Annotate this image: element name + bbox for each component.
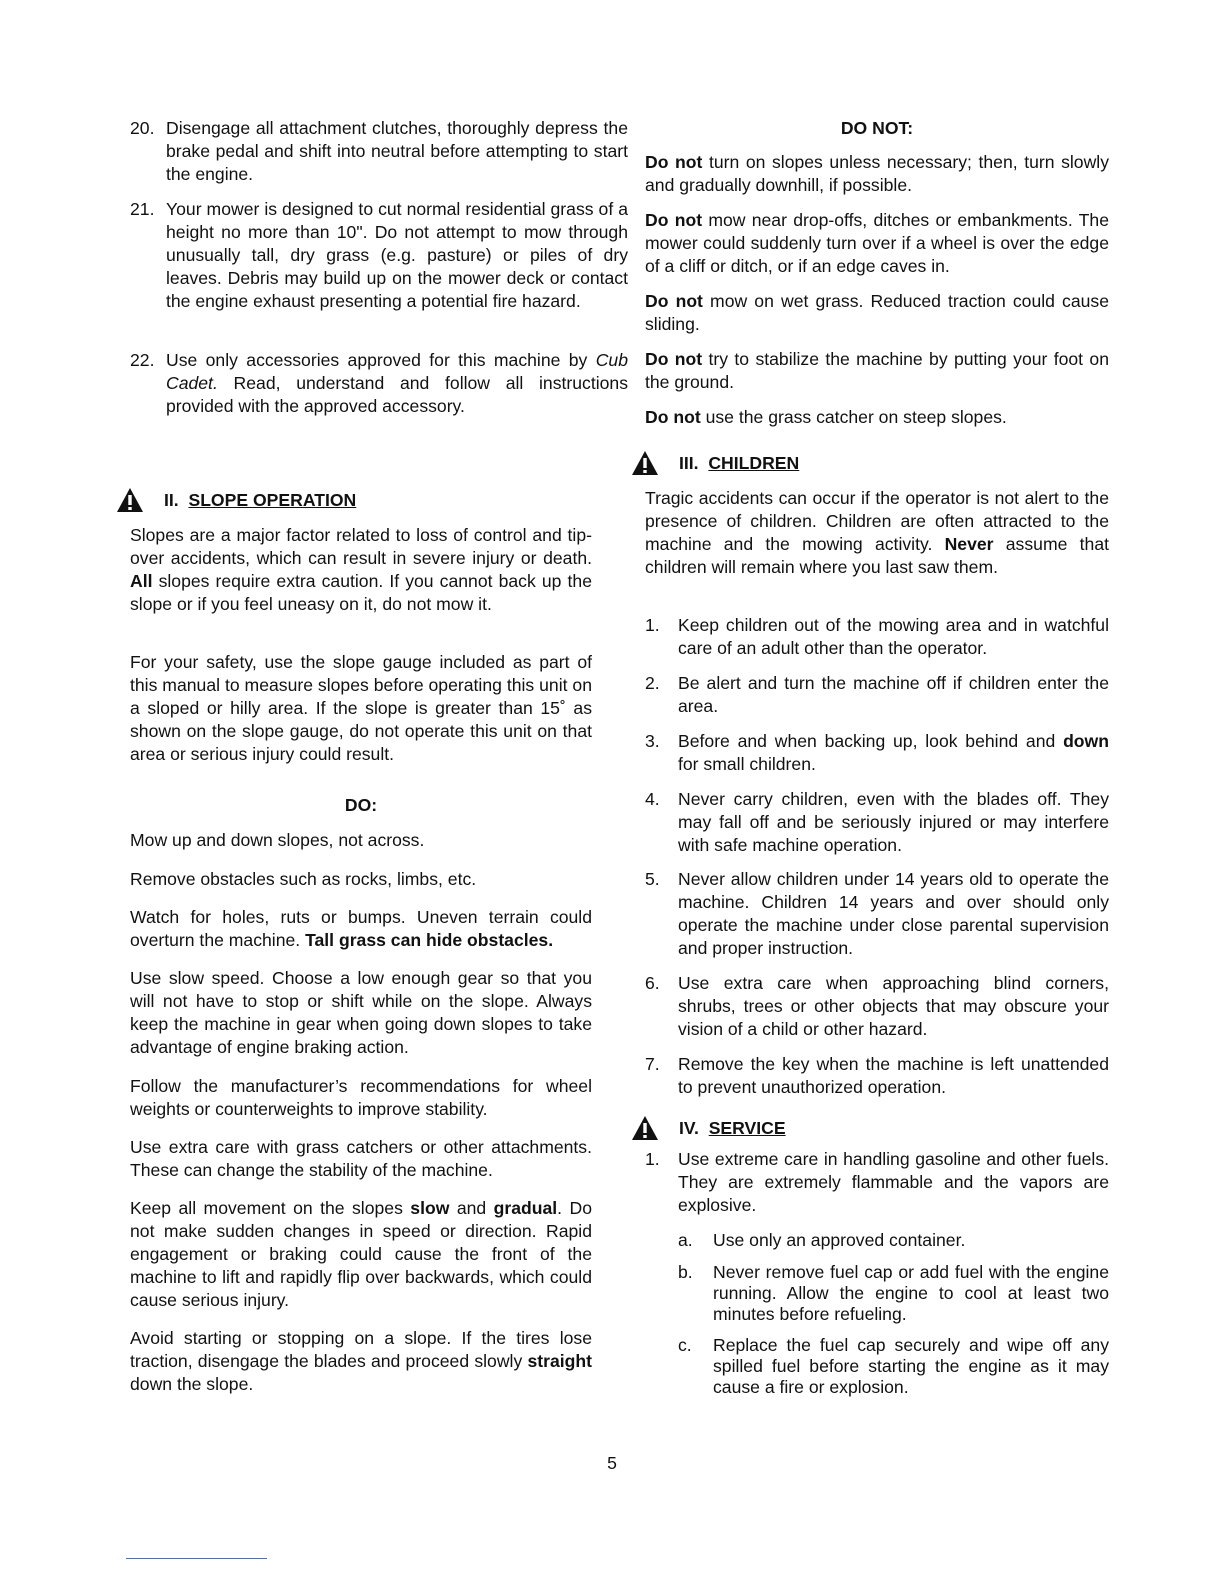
- item-number: 1.: [645, 615, 660, 635]
- section-title: [164, 489, 356, 512]
- text: mow near drop-offs, ditches or embankments. The mower could suddenly turn over if a wheel is over the edge of a cliff or ditch, or if an edge caves in.: [645, 210, 1109, 276]
- item-number: 1.: [645, 1149, 660, 1169]
- list-item: [130, 117, 628, 186]
- bold-text: Never: [944, 534, 994, 554]
- item-text: Use only accessories approved for this machine by: [166, 350, 596, 370]
- text: Tragic accidents can occur if the operator is not alert to the presence of children. Children are often attracted to the machine and the mowing activity.: [645, 488, 1109, 554]
- page-number: 5: [607, 1453, 617, 1473]
- list-item: [645, 972, 1109, 1041]
- do-item: [130, 967, 592, 1059]
- section-heading-slope: [130, 489, 592, 515]
- item-text: Never remove fuel cap or add fuel with the engine running. Allow the engine to cool at least two minutes before refueling.: [713, 1262, 1109, 1324]
- list-item: [645, 730, 1109, 776]
- do-not-item: [645, 348, 1109, 394]
- do-item: [130, 1197, 592, 1312]
- warning-icon: [631, 1115, 659, 1141]
- text: Use slow speed. Choose a low enough gear so that you will not have to stop or shift while on the slope. Always keep the machine in gear when going down slopes to take advantage of engine braking action.: [130, 968, 592, 1057]
- bold-text: Do not: [645, 407, 701, 427]
- bold-text: Do not: [645, 152, 703, 172]
- list-item: [645, 1053, 1109, 1099]
- section-title: [679, 452, 799, 475]
- item-number: 4.: [645, 789, 660, 809]
- section-title-text: SERVICE: [708, 1118, 786, 1138]
- item-letter: b.: [678, 1262, 693, 1282]
- text: For your safety, use the slope gauge included as part of this manual to measure slopes before operating this unit on a sloped or hilly area. If the slope is greater than 15˚ as shown on the slope gauge, do not operate this unit on that area or serious injury could result.: [130, 652, 592, 764]
- paragraph: [130, 524, 592, 616]
- text: Mow up and down slopes, not across.: [130, 830, 425, 850]
- text: mow on wet grass. Reduced traction could cause sliding.: [645, 291, 1109, 334]
- section-title-text: SLOPE OPERATION: [188, 490, 357, 510]
- item-number: 6.: [645, 973, 660, 993]
- list-item: [645, 614, 1109, 660]
- item-text: Never allow children under 14 years old to operate the machine. Children 14 years and over should only operate the machine under close parental supervision and proper instruction.: [678, 869, 1109, 958]
- sub-list-item: [678, 1335, 1109, 1398]
- footer-rule: [126, 1558, 267, 1559]
- do-item: [130, 868, 592, 891]
- item-number: 2.: [645, 673, 660, 693]
- list-item: [645, 788, 1109, 857]
- text: . Do not make sudden changes in speed or direction. Rapid engagement or braking could cause the front of the machine to lift and rapidly flip over backwards, which could cause serious injury.: [130, 1198, 592, 1310]
- bold-text: gradual: [493, 1198, 558, 1218]
- do-item: [130, 1075, 592, 1121]
- text: and: [449, 1198, 494, 1218]
- paragraph: [645, 487, 1109, 579]
- warning-icon: [116, 487, 144, 513]
- item-text: Disengage all attachment clutches, thoroughly depress the brake pedal and shift into neutral before attempting to start the engine.: [166, 118, 628, 184]
- list-item: [645, 672, 1109, 718]
- do-item: [130, 906, 592, 952]
- bold-text: Tall grass can hide obstacles.: [305, 930, 554, 950]
- item-number: 3.: [645, 731, 660, 751]
- do-not-heading: DO NOT:: [840, 118, 914, 138]
- text: Use extra care with grass catchers or other attachments. These can change the stability of the machine.: [130, 1137, 592, 1180]
- item-text: Read, understand and follow all instructions provided with the approved accessory.: [166, 373, 628, 416]
- warning-icon: [631, 450, 659, 476]
- item-number: 21.: [130, 199, 155, 219]
- item-text: Use only an approved container.: [713, 1230, 966, 1250]
- do-not-item: [645, 151, 1109, 197]
- do-item: [130, 1327, 592, 1396]
- text: Keep all movement on the slopes: [130, 1198, 411, 1218]
- text: Remove obstacles such as rocks, limbs, etc.: [130, 869, 477, 889]
- bold-text: down: [1063, 731, 1109, 751]
- item-text: Be alert and turn the machine off if children enter the area.: [678, 673, 1109, 716]
- text: down the slope.: [130, 1374, 254, 1394]
- do-not-item: [645, 290, 1109, 336]
- bold-text: straight: [527, 1351, 592, 1371]
- do-heading: DO:: [344, 795, 378, 815]
- list-item: [645, 868, 1109, 960]
- item-letter: c.: [678, 1335, 692, 1355]
- paragraph: [130, 651, 592, 766]
- item-text: Replace the fuel cap securely and wipe off any spilled fuel before starting the engine as it may cause a fire or explosion.: [713, 1335, 1109, 1397]
- text: slopes require extra caution. If you cannot back up the slope or if you feel uneasy on it, do not mow it.: [130, 571, 592, 614]
- item-letter: a.: [678, 1230, 693, 1250]
- section-title: [679, 1117, 786, 1140]
- text: use the grass catcher on steep slopes.: [700, 407, 1007, 427]
- do-not-item: [645, 209, 1109, 278]
- bold-text: Do not: [645, 291, 703, 311]
- bold-text: All: [130, 571, 153, 591]
- text: Watch for holes, ruts or bumps. Uneven terrain could overturn the machine.: [130, 907, 592, 950]
- section-title-text: CHILDREN: [708, 453, 800, 473]
- section-heading-service: [645, 1117, 1109, 1143]
- item-text: for small children.: [678, 754, 816, 774]
- item-text: Before and when backing up, look behind and: [678, 731, 1064, 751]
- item-number: 22.: [130, 350, 155, 370]
- bold-text: Do not: [645, 349, 703, 369]
- do-item: [130, 1136, 592, 1182]
- text: turn on slopes unless necessary; then, turn slowly and gradually downhill, if possible.: [645, 152, 1109, 195]
- item-text: Never carry children, even with the blades off. They may fall off and be seriously injured or may interfere with safe machine operation.: [678, 789, 1109, 855]
- item-number: 20.: [130, 118, 155, 138]
- section-roman: III.: [679, 453, 699, 473]
- bold-text: Do not: [645, 210, 703, 230]
- item-text: Remove the key when the machine is left unattended to prevent unauthorized operation.: [678, 1054, 1109, 1097]
- item-text: Keep children out of the mowing area and in watchful care of an adult other than the operator.: [678, 615, 1109, 658]
- sub-list-item: [678, 1229, 1109, 1252]
- do-item: [130, 829, 592, 852]
- text: Slopes are a major factor related to loss of control and tip-over accidents, which can result in severe injury or death.: [130, 525, 592, 568]
- item-number: 7.: [645, 1054, 660, 1074]
- brand-name: Cub Cadet.: [166, 350, 628, 393]
- item-text: Use extreme care in handling gasoline and other fuels. They are extremely flammable and the vapors are explosive.: [678, 1149, 1109, 1215]
- item-text: Your mower is designed to cut normal residential grass of a height no more than 10". Do not attempt to mow through unusually tall, dry grass (e.g. pasture) or piles of dry leaves. Debris may build up on the mower deck or contact the engine exhaust presenting a potential fire hazard.: [166, 199, 628, 311]
- section-heading-children: [645, 452, 1109, 478]
- list-item: [130, 349, 628, 418]
- item-text: Use extra care when approaching blind corners, shrubs, trees or other objects that may obscure your vision of a child or other hazard.: [678, 973, 1109, 1039]
- text: Avoid starting or stopping on a slope. If the tires lose traction, disengage the blades and proceed slowly: [130, 1328, 592, 1371]
- do-not-item: [645, 406, 1109, 429]
- section-roman: IV.: [679, 1118, 699, 1138]
- text: try to stabilize the machine by putting your foot on the ground.: [645, 349, 1109, 392]
- text: assume that children will remain where you last saw them.: [645, 534, 1109, 577]
- bold-text: slow: [410, 1198, 450, 1218]
- sub-list-item: [678, 1262, 1109, 1325]
- section-roman: II.: [164, 490, 179, 510]
- text: Follow the manufacturer’s recommendations for wheel weights or counterweights to improve stability.: [130, 1076, 592, 1119]
- item-number: 5.: [645, 869, 660, 889]
- list-item: [645, 1148, 1109, 1217]
- list-item: [130, 198, 628, 313]
